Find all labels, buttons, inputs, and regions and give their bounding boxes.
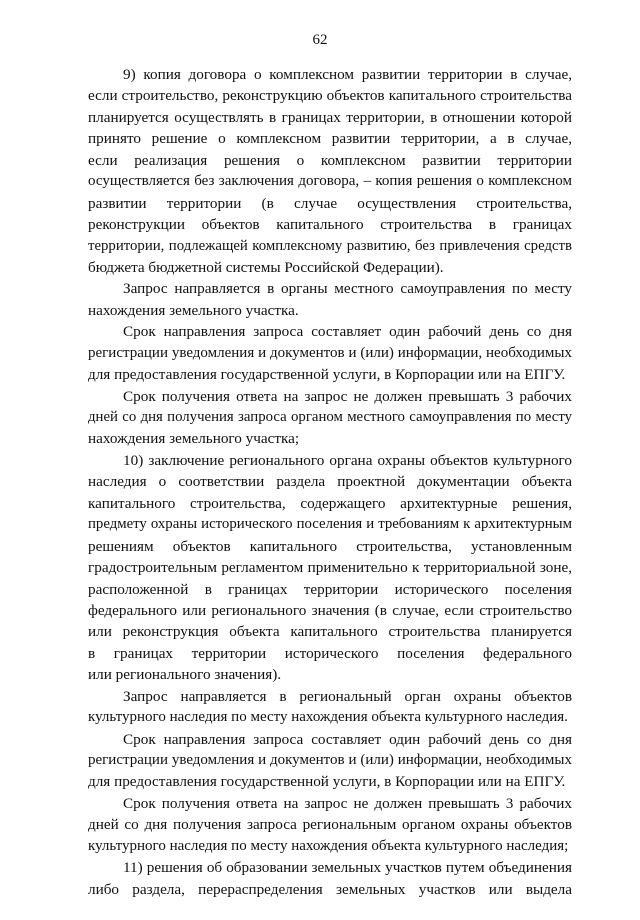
text-line: реконструкции объектов капитального строительства в границах xyxy=(88,216,572,234)
text-line: Срок получения ответа на запрос не должен превышать 3 рабочих xyxy=(123,387,572,405)
text-line: регистрации уведомления и документов и (или) информации, необходимых xyxy=(88,344,572,361)
text-line: дней со дня получения запроса органом местного самоуправления по месту xyxy=(88,409,572,425)
text-line: наследия о соответствии раздела проектной документации объекта xyxy=(88,473,572,491)
text-line: или регионального значения). xyxy=(88,666,282,684)
text-line: предмету охраны исторического поселения и требованиям к архитектурным xyxy=(88,516,572,533)
text-line: в границах территории исторического поселения федерального xyxy=(88,644,572,662)
text-line: Запрос направляется в органы местного самоуправления по месту xyxy=(123,280,572,298)
document-body xyxy=(88,64,572,900)
text-line: регистрации уведомления и документов и (или) информации, необходимых xyxy=(88,752,572,768)
text-line: капитального строительства, содержащего архитектурные решения, xyxy=(88,494,572,512)
page-number: 62 xyxy=(312,32,328,48)
text-line: 9) копия договора о комплексном развитии территории в случае, xyxy=(123,66,572,83)
text-line: Срок направления запроса составляет один рабочий день со дня xyxy=(123,730,572,748)
text-line: Запрос направляется в региональный орган охраны объектов xyxy=(123,687,572,705)
text-line: бюджета бюджетной системы Российской Федерации). xyxy=(88,258,444,276)
text-line: для предоставления государственной услуги, в Корпорации или на ЕПГУ. xyxy=(88,366,566,384)
text-line: принято решение о комплексном развитии территории, а в случае, xyxy=(88,130,572,148)
text-line: планируется осуществлять в границах территории, в отношении которой xyxy=(88,108,572,126)
text-line: федерального или регионального значения (в случае, если строительство xyxy=(88,601,572,619)
text-line: осуществляется без заключения договора, – копия решения о комплексном xyxy=(88,173,572,190)
text-line: решениям объектов капитального строительства, установленным xyxy=(88,537,572,555)
text-line: 11) решения об образовании земельных участков путем объединения xyxy=(123,859,572,877)
text-line: для предоставления государственной услуги, в Корпорации или на ЕПГУ. xyxy=(88,773,566,791)
text-line: если строительство, реконструкцию объектов капитального строительства xyxy=(88,87,572,105)
text-line: территории, подлежащей комплексному развитию, без привлечения средств xyxy=(88,237,572,254)
text-line: либо раздела, перераспределения земельных участков или выдела xyxy=(88,880,572,898)
text-line: 10) заключение регионального органа охраны объектов культурного xyxy=(123,451,572,469)
text-line: если реализация решения о комплексном развитии территории xyxy=(88,151,572,169)
text-line: дней со дня получения запроса региональным органом охраны объектов xyxy=(88,816,572,834)
text-line: Срок получения ответа на запрос не должен превышать 3 рабочих xyxy=(123,794,572,812)
text-line: нахождения земельного участка; xyxy=(88,430,300,448)
text-line: культурного наследия по месту нахождения объекта культурного наследия; xyxy=(88,837,569,854)
text-line: или реконструкция объекта капитального строительства планируется xyxy=(88,623,572,641)
text-line: развитии территории (в случае осуществления строительства, xyxy=(88,194,572,212)
text-line: градостроительным регламентом применительно к территориальной зоне, xyxy=(88,559,572,577)
text-line: нахождения земельного участка. xyxy=(88,301,299,319)
text-line: культурного наследия по месту нахождения объекта культурного наследия. xyxy=(88,709,568,726)
text-line: Срок направления запроса составляет один рабочий день со дня xyxy=(123,323,572,341)
text-line: расположенной в границах территории исторического поселения xyxy=(88,580,572,598)
